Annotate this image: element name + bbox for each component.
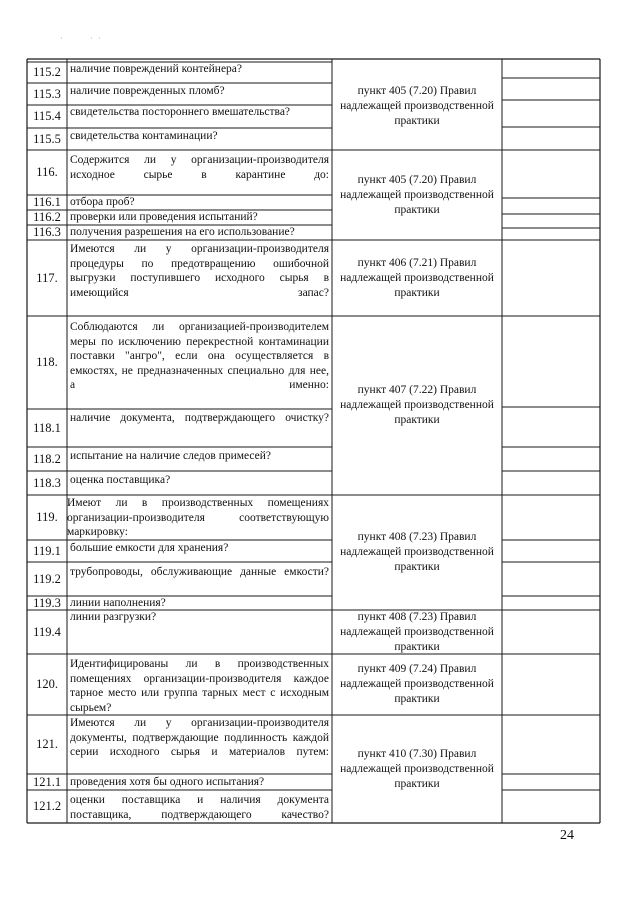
scan-speck: · — [60, 34, 63, 43]
row-number: 115.5 — [33, 131, 61, 146]
question-text: Соблюдаются ли организацией-производителем меры по исключению перекрестной контаминации поставки "ангро", если она осуществляется в емкостях, не предназначенных специально для нее, а именно: — [70, 321, 329, 392]
question-text: линии наполнения? — [70, 597, 166, 609]
row-number: 118. — [36, 355, 58, 369]
question-text: трубопроводы, обслуживающие данные емкости? — [70, 566, 329, 578]
row-number: 121.2 — [32, 799, 62, 813]
regulation-reference: пункт 410 (7.30) Правил надлежащей производственной практики — [340, 747, 494, 790]
regulation-reference: пункт 407 (7.22) Правил надлежащей производственной практики — [340, 384, 494, 426]
question-text: наличие документа, подтверждающего очистку? — [70, 412, 329, 424]
regulation-reference: пункт 409 (7.24) Правил надлежащей производственной практики — [340, 663, 494, 705]
question-text: большие емкости для хранения? — [70, 542, 229, 554]
row-number: 118.3 — [33, 475, 61, 490]
row-number: 121.1 — [32, 774, 62, 789]
row-number: 119.3 — [33, 596, 61, 610]
scan-speck: · — [98, 34, 101, 43]
row-number: 115.2 — [33, 65, 61, 79]
row-number: 115.3 — [33, 86, 61, 101]
row-number: 116.1 — [33, 195, 61, 209]
question-text: наличие повреждений контейнера? — [70, 63, 243, 75]
question-text: проведения хотя бы одного испытания? — [70, 776, 265, 788]
question-text: отбора проб? — [70, 196, 135, 208]
regulation-reference: пункт 408 (7.23) Правил надлежащей производственной практики — [340, 531, 494, 573]
row-number: 118.1 — [33, 420, 61, 435]
regulation-reference: пункт 405 (7.20) Правил надлежащей производственной практики — [340, 84, 494, 127]
row-number: 117. — [36, 270, 58, 285]
question-text: испытание на наличие следов примесей? — [70, 450, 272, 462]
question-text: Имеются ли у организации-производителя процедуры по предотвращению ошибочной выгрузки поступившего исходного сырья в имеющийся запас? — [70, 243, 329, 299]
question-text: получения разрешения на его использование? — [70, 226, 295, 238]
row-number: 116.3 — [33, 225, 61, 239]
row-number: 118.2 — [33, 451, 61, 466]
regulation-reference: пункт 406 (7.21) Правил надлежащей производственной практики — [340, 256, 494, 299]
row-number: 115.4 — [33, 109, 61, 123]
regulation-reference: пункт 408 (7.23) Правил надлежащей производственной практики — [340, 610, 494, 653]
scan-speck: · — [90, 34, 93, 43]
row-number: 119.4 — [33, 624, 61, 639]
question-text: Идентифицированы ли в производственных помещениях организации-производителя каждое тарное место или группа тарных мест с исходным сырьем? — [70, 658, 329, 714]
question-text: оценки поставщика и наличия документа поставщика, подтверждающего качество? — [70, 794, 329, 821]
row-number: 119. — [36, 510, 58, 524]
regulation-reference: пункт 405 (7.20) Правил надлежащей производственной практики — [340, 173, 494, 216]
question-text: Имеются ли у организации-производителя документы, подтверждающие подлинность каждой серии исходного сырья и материалов путем: — [70, 717, 329, 759]
question-text: свидетельства контаминации? — [70, 130, 218, 142]
row-number: 116. — [36, 165, 58, 179]
page-number: 24 — [560, 828, 574, 843]
question-text: свидетельства постороннего вмешательства? — [70, 106, 291, 118]
question-text: линии разгрузки? — [70, 611, 157, 623]
question-text: оценка поставщика? — [70, 474, 171, 486]
row-number: 120. — [36, 677, 58, 691]
row-number: 119.1 — [33, 543, 61, 558]
question-text: Имеют ли в производственных помещениях организации-производителя соответствующую маркировку: — [67, 497, 329, 539]
row-number: 116.2 — [33, 210, 61, 224]
row-number: 121. — [36, 737, 58, 751]
question-text: проверки или проведения испытаний? — [70, 211, 258, 223]
question-text: наличие поврежденных пломб? — [70, 85, 225, 97]
question-text: Содержится ли у организации-производителя исходное сырье в карантине до: — [70, 154, 329, 181]
row-number: 119.2 — [33, 571, 61, 586]
